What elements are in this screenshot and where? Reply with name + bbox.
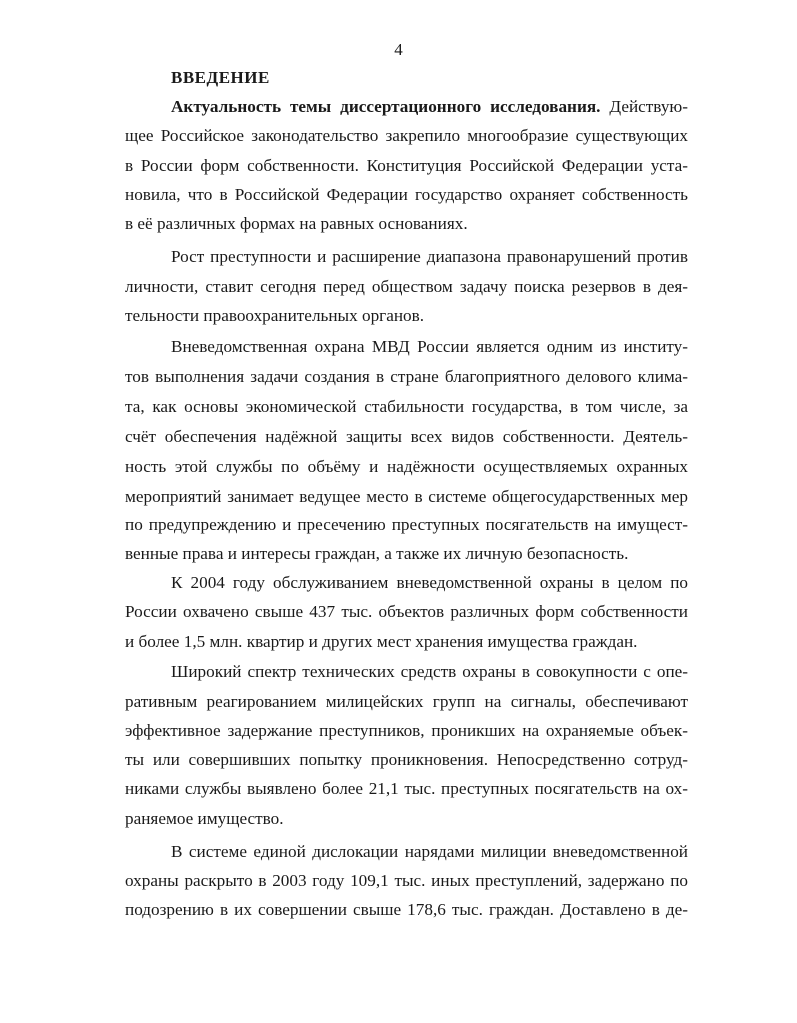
- paragraph-line: подозрению в их совершении свыше 178,6 тыс. граждан. Доставлено в де-: [125, 900, 688, 919]
- paragraph-line: ты или совершивших попытку проникновения. Непосредственно сотруд-: [125, 750, 688, 769]
- paragraph-line: и более 1,5 млн. квартир и других мест хранения имущества граждан.: [125, 632, 638, 651]
- paragraph-line: Рост преступности и расширение диапазона правонарушений против: [171, 247, 688, 266]
- section-heading: ВВЕДЕНИЕ: [171, 68, 270, 87]
- paragraph-line: раняемое имущество.: [125, 809, 284, 828]
- paragraph-line: тов выполнения задачи создания в стране благоприятного делового клима-: [125, 367, 688, 386]
- paragraph-line: эффективное задержание преступников, проникших на охраняемые объек-: [125, 721, 688, 740]
- lead-phrase: Актуальность темы диссертационного исследования.: [171, 97, 601, 116]
- paragraph-line: та, как основы экономической стабильности государства, в том числе, за: [125, 397, 688, 416]
- paragraph-line: Актуальность темы диссертационного исследования. Действую-: [171, 97, 688, 116]
- paragraph-line: Широкий спектр технических средств охраны в совокупности с опе-: [171, 662, 688, 681]
- paragraph-line: тельности правоохранительных органов.: [125, 306, 425, 325]
- paragraph-line: в её различных формах на равных основаниях.: [125, 214, 468, 233]
- paragraph-line: новила, что в Российской Федерации государство охраняет собственность: [125, 185, 688, 204]
- paragraph-line: К 2004 году обслуживанием вневедомственной охраны в целом по: [171, 573, 688, 592]
- paragraph-line: Вневедомственная охрана МВД России является одним из институ-: [171, 337, 688, 356]
- paragraph-line: никами службы выявлено более 21,1 тыс. преступных посягательств на ох-: [125, 779, 688, 798]
- paragraph-line: России охвачено свыше 437 тыс. объектов различных форм собственности: [125, 602, 688, 621]
- paragraph-line: венные права и интересы граждан, а также их личную безопасность.: [125, 544, 629, 563]
- paragraph-line: по предупреждению и пресечению преступных посягательств на имущест-: [125, 515, 688, 534]
- paragraph-line: личности, ставит сегодня перед обществом задачу поиска резервов в дея-: [125, 277, 688, 296]
- paragraph-line: щее Российское законодательство закрепило многообразие существующих: [125, 126, 688, 145]
- paragraph-line: ративным реагированием милицейских групп на сигналы, обеспечивают: [125, 692, 688, 711]
- page-number: 4: [394, 40, 403, 59]
- paragraph-line: ность этой службы по объёму и надёжности осуществляемых охранных: [125, 457, 688, 476]
- paragraph-line: В системе единой дислокации нарядами милиции вневедомственной: [171, 842, 688, 861]
- paragraph-line: охраны раскрыто в 2003 году 109,1 тыс. иных преступлений, задержано по: [125, 871, 688, 890]
- paragraph-line: счёт обеспечения надёжной защиты всех видов собственности. Деятель-: [125, 427, 688, 446]
- paragraph-line: в России форм собственности. Конституция Российской Федерации уста-: [125, 156, 688, 175]
- paragraph-line: мероприятий занимает ведущее место в системе общегосударственных мер: [125, 487, 688, 506]
